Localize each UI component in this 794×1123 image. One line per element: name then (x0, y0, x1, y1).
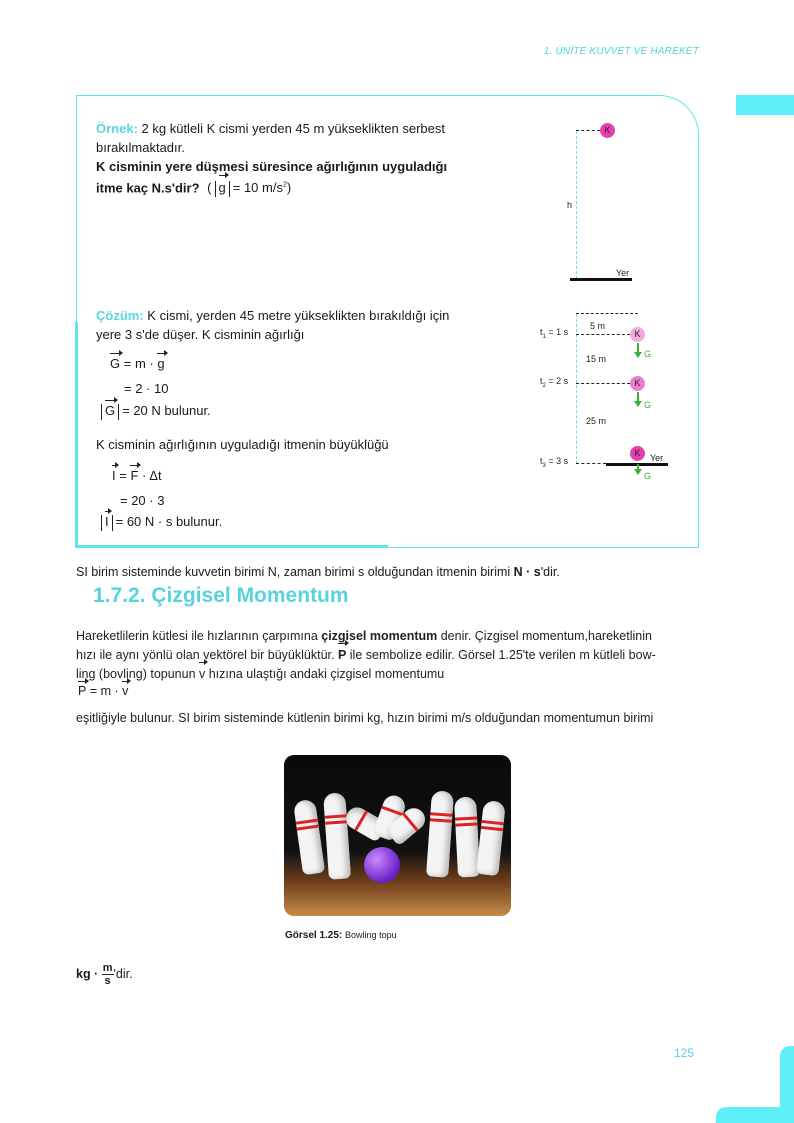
g-vector: g (218, 180, 226, 196)
fig2-dash-t1 (576, 334, 630, 335)
eq-impulse-result: I = 60 N · s bulunur. (98, 514, 222, 531)
example-line2: bırakılmaktadır. (96, 140, 185, 155)
fig2-dash-t3 (576, 463, 606, 464)
solution-text: Çözüm: K cismi, yerden 45 metre yükseklikten bırakıldığı için yere 3 s'de düşer. K cisminin ağırlığı (96, 308, 450, 342)
fig2-ground-label: Yer (650, 453, 664, 463)
bowling-ball-icon (364, 847, 400, 883)
momentum-equation: P = m · v (78, 684, 129, 698)
ball-k-t2-icon: K (630, 376, 645, 391)
box-accent-bottom (76, 545, 388, 548)
g-label-t2: G (644, 400, 652, 410)
fig2-t1-label: $t_1 = 1$ s (540, 327, 569, 340)
section-title: 1.7.2. Çizgisel Momentum (93, 584, 349, 607)
solution-label: Çözüm: (96, 308, 144, 323)
eq-impulse-value: = 20 · 3 (120, 493, 165, 508)
momentum-unit: kg · $\frac{m}{s}$ 'dir. (76, 962, 133, 987)
g-arrow-t1-icon (637, 343, 639, 353)
fig1-ground-label: Yer (616, 268, 630, 278)
example-line1: 2 kg kütleli K cismi yerden 45 m yükseklikten serbest (141, 121, 445, 136)
g-label-t3: G (644, 471, 652, 481)
fig2-t3-label: $t_3 = 3$ s (540, 456, 569, 469)
fig2-distance2: 15 m (586, 354, 607, 364)
fig1-ground (570, 278, 632, 281)
eq-weight-value: = 2 · 10 (124, 381, 169, 396)
example-given: ( g = 10 $m/s^2$) (207, 180, 292, 196)
fig2-dash-t2 (576, 383, 630, 384)
corner-decoration-bottom (716, 1107, 794, 1123)
fig1-height-line (576, 131, 577, 279)
g-arrow-t3-icon (637, 464, 639, 470)
ball-k-t3-icon: K (630, 446, 645, 461)
momentum-unit-text: eşitliğiyle bulunur. SI birim sisteminde kütlenin birimi kg, hızın birimi m/s olduğundan momentumun birimi (76, 711, 654, 725)
g-label-t1: G (644, 349, 652, 359)
fig1-top-dash (576, 130, 600, 131)
ball-k-icon: K (600, 123, 615, 138)
fig2-distance1: 5 m (590, 321, 606, 331)
example-question2: itme kaç N.s'dir? (96, 180, 200, 196)
fig2-distance3: 25 m (586, 416, 607, 426)
fig1-h-label: h (567, 200, 573, 210)
eq-impulse: I = F · Δt (112, 468, 162, 483)
ball-k-t1-icon: K (630, 327, 645, 342)
unit-header: 1. ÜNİTE KUVVET VE HAREKET (543, 46, 699, 57)
fig2-t2-label: $t_2 = 2$ s (540, 376, 569, 389)
example-text (96, 119, 476, 197)
page-number: 125 (674, 1046, 695, 1060)
eq-weight: G = m · g (110, 356, 165, 371)
figure-caption: Görsel 1.25: Bowling topu (285, 930, 397, 941)
fig2-fall-line (576, 314, 577, 464)
fig2-top-dash (576, 313, 638, 314)
box-accent-left (75, 322, 78, 548)
g-arrow-t2-icon (637, 392, 639, 402)
solution-impulse-text: K cisminin ağırlığının uyguladığı itmenin büyüklüğü (96, 437, 389, 452)
bowling-photo (284, 755, 511, 916)
eq-weight-result: G = 20 N bulunur. (98, 403, 211, 420)
impulse-unit-note: SI birim sisteminde kuvvetin birimi N, zaman birimi s olduğundan itmenin birimi N · s'dir. (76, 565, 560, 579)
example-label: Örnek: (96, 121, 138, 136)
momentum-paragraph: Hareketlilerin kütlesi ile hızlarının çarpımına çizgisel momentum denir. Çizgisel momentum,hareketlinin hızı ile aynı yönlü olan vektörel bir büyüklüktür. P ile sembolize edilir. Görsel 1.25'te verilen m kütleli bow- ling (bovling) topunun v hızına ulaştığı andaki çizgisel momentumu (76, 627, 702, 684)
page-tab-marker (736, 95, 794, 115)
example-question1: K cisminin yere düşmesi süresince ağırlığının uyguladığı (96, 159, 448, 174)
